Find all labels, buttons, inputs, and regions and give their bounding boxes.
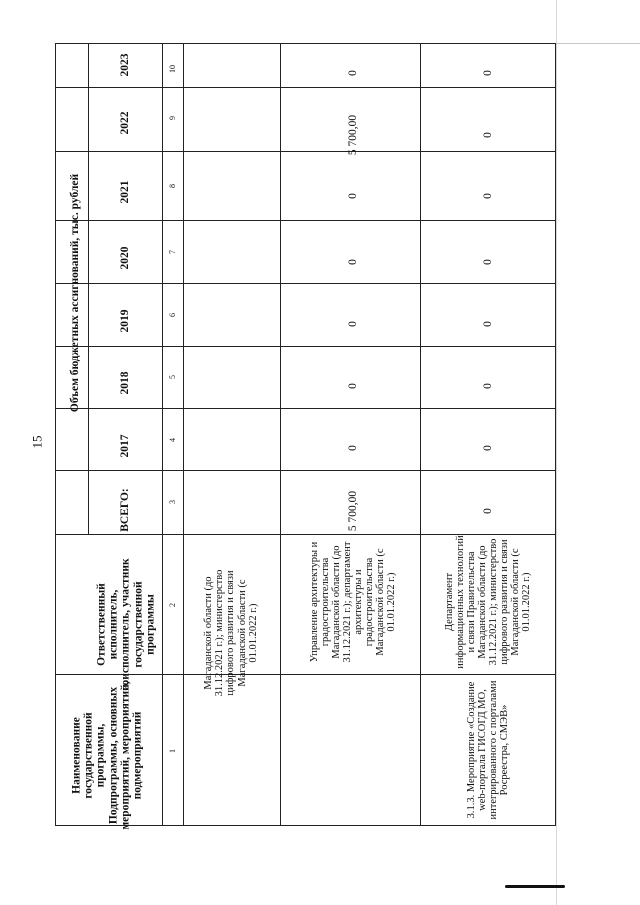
row3-2018: 0: [481, 383, 494, 389]
row2-2018: 0: [346, 383, 359, 389]
row3-2017: 0: [481, 445, 494, 451]
header-year-2023: 2023: [118, 53, 131, 77]
column-number-9: 9: [167, 116, 177, 120]
row2-2019: 0: [346, 321, 359, 327]
header-bottom-line: [162, 43, 163, 826]
row2-2017: 0: [346, 445, 359, 451]
column-number-3: 3: [167, 500, 177, 504]
row3-responsible: Департамент информационных технологий и связи Правительства Магаданской области (до 31.12.2021 г.); министерство цифрового развития и связи Магаданской области (с 01.01.2022 г.): [443, 535, 533, 669]
page-number: 15: [29, 435, 45, 449]
row3-2023: 0: [481, 70, 494, 76]
row1-divider: [280, 43, 281, 826]
row3-total: 0: [481, 508, 494, 514]
header-total: ВСЕГО:: [118, 488, 131, 532]
row3-2021: 0: [481, 193, 494, 199]
header-year-2020: 2020: [118, 246, 131, 270]
column-number-6: 6: [167, 313, 177, 317]
row3-2020: 0: [481, 259, 494, 265]
row2-2021: 0: [346, 193, 359, 199]
row3-2019: 0: [481, 321, 494, 327]
row2-2020: 0: [346, 259, 359, 265]
scan-mark: [505, 885, 565, 888]
header-funding-group: Объем бюджетных ассигнований, тыс. рублей: [68, 173, 81, 413]
column-number-2: 2: [167, 603, 177, 607]
header-year-2018: 2018: [118, 371, 131, 395]
row2-total: 5 700,00: [346, 490, 359, 532]
row2-responsible: Управление архитектуры и градостроительства Магаданской области (до 31.12.2021 г.); департамент архитектуры и градостроительства Магаданской области (с 01.01.2022 г.): [308, 541, 398, 663]
row1-responsible: Магаданской области (до 31.12.2021 г.); министерство цифрового развития и связи Магаданской области (с 01.01.2022 г.): [203, 569, 259, 697]
scan-edge-line: [556, 0, 557, 905]
column-number-line: [183, 43, 184, 826]
header-responsible: Ответственный исполнитель, соисполнитель, участник государственной программы: [95, 558, 157, 691]
column-number-4: 4: [167, 438, 177, 442]
row3-2022: 0: [481, 132, 494, 138]
column-number-10: 10: [167, 65, 177, 73]
header-year-2017: 2017: [118, 434, 131, 458]
row2-2023: 0: [346, 70, 359, 76]
header-year-2021: 2021: [118, 180, 131, 204]
header-name: Наименование государственной программы, Подпрограммы, основных мероприятий, мероприятий, подмероприятий: [70, 681, 144, 830]
column-number-7: 7: [167, 250, 177, 254]
scan-edge-top: [556, 43, 640, 44]
column-number-5: 5: [167, 375, 177, 379]
row2-2022: 5 700,00: [346, 114, 359, 156]
header-year-2022: 2022: [118, 111, 131, 135]
column-number-1: 1: [167, 749, 177, 753]
row3-name: 3.1.3. Мероприятие «Создание web-портала ГИСОГД МО, интегрированного с порталами Росреестра, СМЭВ»: [465, 680, 511, 820]
header-year-2019: 2019: [118, 309, 131, 333]
column-number-8: 8: [167, 184, 177, 188]
